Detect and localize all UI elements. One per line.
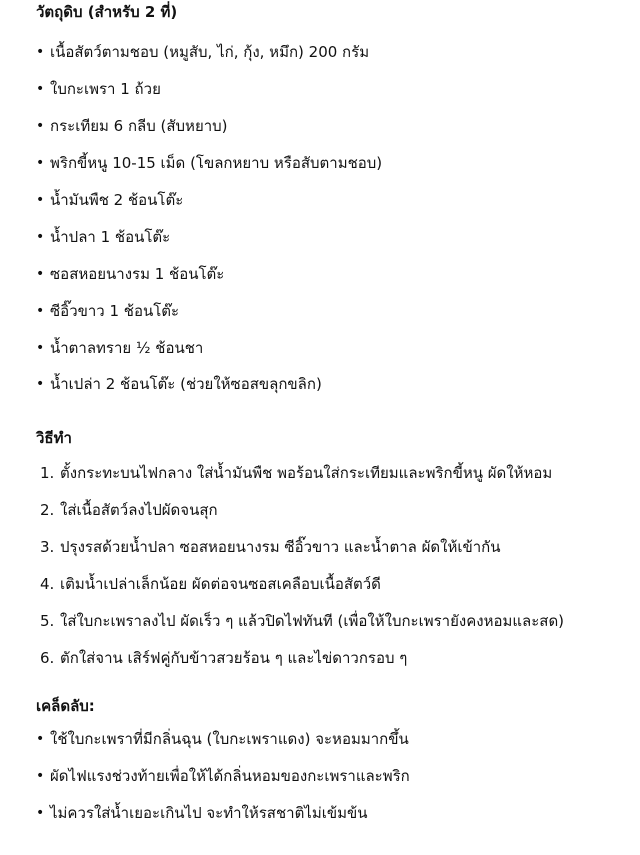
bullet-icon: • (36, 265, 45, 282)
step-text: ตั้งกระทะบนไฟกลาง ใส่น้ำมันพืช พอร้อนใส่กระเทียมและพริกขี้หนู ผัดให้หอม (60, 464, 553, 483)
bullet-icon: • (36, 768, 45, 785)
step-number: 4. (40, 575, 55, 594)
step-number: 6. (40, 648, 55, 667)
list-item (36, 182, 622, 219)
bullet-icon: • (36, 81, 45, 98)
tip-text: ผัดไฟแรงช่วงท้ายเพื่อให้ได้กลิ่นหอมของกะเพราและพริก (50, 767, 410, 786)
step-number: 2. (40, 501, 55, 520)
tips-heading: เคล็ดลับ: (36, 697, 95, 715)
ingredients-heading: วัตถุดิบ (สำหรับ 2 ที่) (36, 3, 178, 21)
ingredients-list (36, 34, 622, 403)
bullet-icon: • (36, 44, 45, 61)
ingredient-text: กระเทียม 6 กลีบ (สับหยาบ) (50, 117, 228, 136)
bullet-icon: • (36, 155, 45, 172)
step-number: 5. (40, 612, 55, 630)
tips-list (36, 721, 622, 832)
ingredient-text: เนื้อสัตว์ตามชอบ (หมูสับ, ไก่, กุ้ง, หมึก) 200 กรัม (50, 43, 370, 62)
step-number: 1. (40, 464, 55, 483)
step-text: ใส่เนื้อสัตว์ลงไปผัดจนสุก (60, 501, 218, 520)
list-item (36, 566, 622, 603)
list-item (36, 455, 622, 492)
ingredient-text: ซอสหอยนางรม 1 ช้อนโต๊ะ (50, 264, 225, 283)
ingredient-text: ใบกะเพรา 1 ถ้วย (50, 80, 161, 99)
tip-text: ใช้ใบกะเพราที่มีกลิ่นฉุน (ใบกะเพราแดง) จะหอมมากขึ้น (50, 730, 409, 749)
step-text: เติมน้ำเปล่าเล็กน้อย ผัดต่อจนซอสเคลือบเนื้อสัตว์ดี (60, 575, 381, 594)
step-text: ปรุงรสด้วยน้ำปลา ซอสหอยนางรม ซีอิ๊วขาว และน้ำตาล ผัดให้เข้ากัน (60, 538, 501, 557)
ingredient-text: ซีอิ๊วขาว 1 ช้อนโต๊ะ (50, 301, 180, 320)
list-item (36, 639, 622, 676)
tip-text: ไม่ควรใส่น้ำเยอะเกินไป จะทำให้รสชาติไม่เข้มข้น (50, 804, 368, 823)
list-item (36, 795, 622, 832)
method-heading: วิธีทำ (36, 429, 72, 447)
list-item (36, 529, 622, 566)
bullet-icon: • (36, 228, 45, 245)
list-item (36, 366, 622, 403)
method-list (36, 455, 622, 676)
list-item (36, 218, 622, 255)
list-item (36, 721, 622, 758)
ingredient-text: น้ำมันพืช 2 ช้อนโต๊ะ (50, 191, 184, 209)
bullet-icon: • (36, 192, 45, 208)
bullet-icon: • (36, 731, 45, 748)
list-item (36, 71, 622, 108)
ingredient-text: น้ำปลา 1 ช้อนโต๊ะ (50, 227, 171, 246)
list-item (36, 492, 622, 529)
list-item (36, 758, 622, 795)
bullet-icon: • (36, 376, 45, 393)
ingredient-text: น้ำเปล่า 2 ช้อนโต๊ะ (ช่วยให้ซอสขลุกขลิก) (50, 375, 322, 394)
bullet-icon: • (36, 339, 45, 356)
list-item (36, 145, 622, 182)
list-item (36, 108, 622, 145)
step-number: 3. (40, 538, 55, 557)
list-item (36, 292, 622, 329)
step-text: ใส่ใบกะเพราลงไป ผัดเร็ว ๆ แล้วปิดไฟทันที (เพื่อให้ใบกะเพรายังคงหอมและสด) (60, 612, 565, 630)
step-text: ตักใส่จาน เสิร์ฟคู่กับข้าวสวยร้อน ๆ และไข่ดาวกรอบ ๆ (60, 648, 408, 667)
list-item (36, 255, 622, 292)
bullet-icon: • (36, 302, 45, 319)
bullet-icon: • (36, 805, 45, 822)
ingredient-text: พริกขี้หนู 10-15 เม็ด (โขลกหยาบ หรือสับตามชอบ) (50, 154, 383, 173)
list-item (36, 329, 622, 366)
ingredient-text: น้ำตาลทราย ½ ช้อนชา (50, 338, 204, 357)
list-item (36, 34, 622, 71)
list-item (36, 603, 622, 640)
bullet-icon: • (36, 118, 45, 135)
